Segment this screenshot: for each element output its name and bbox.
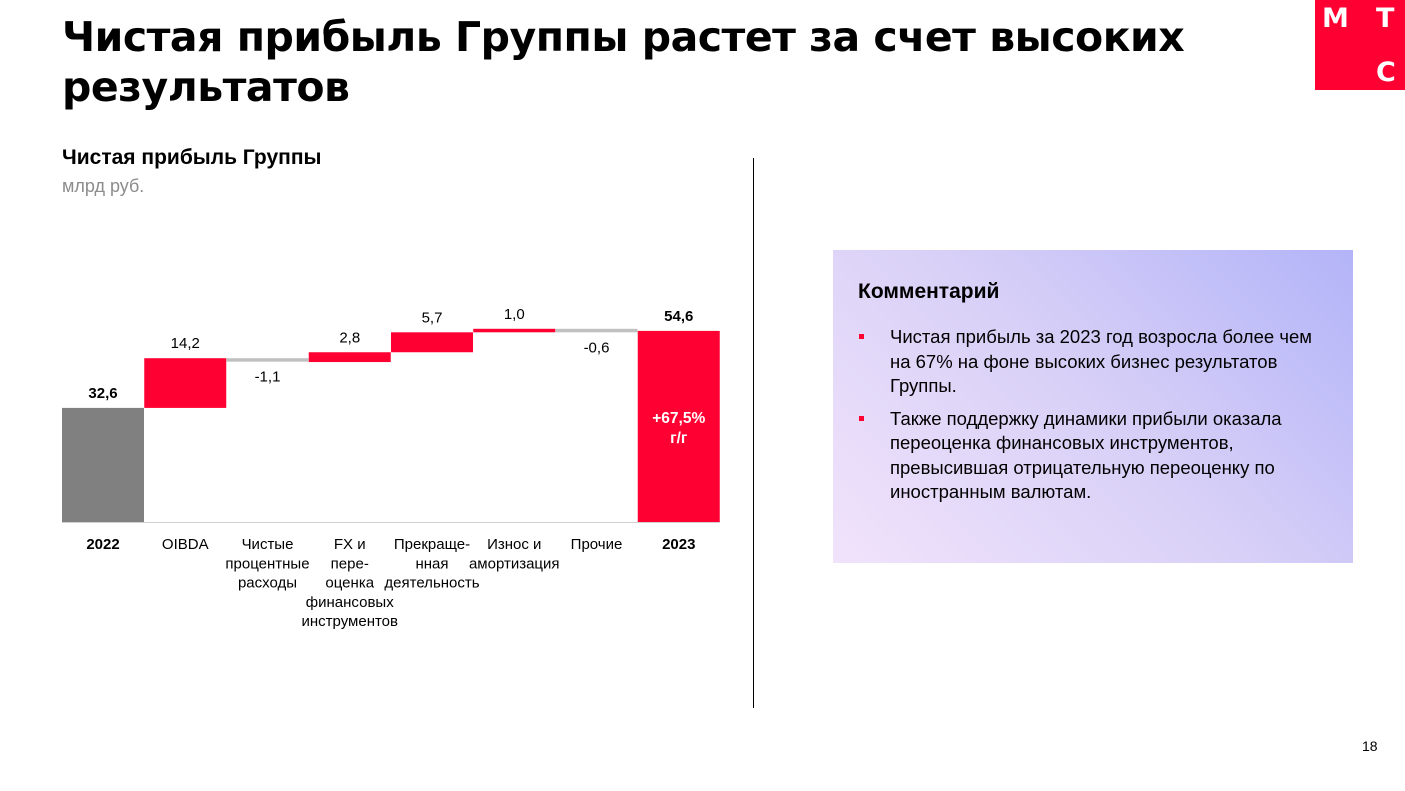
category-label: Прочие: [570, 536, 623, 553]
category-label: процентные: [225, 555, 310, 573]
category-label: инструментов: [301, 613, 398, 631]
category-label: пере-: [330, 555, 369, 573]
comment-panel: [833, 250, 1353, 563]
category-label: расходы: [237, 574, 298, 592]
logo-letter-t: Т: [1376, 3, 1395, 34]
chart-unit: млрд руб.: [62, 176, 145, 196]
comment-list: [858, 325, 1329, 505]
comment-title: Комментарий: [858, 280, 1000, 303]
category-label: Чистые: [241, 536, 294, 553]
chart-title: Чистая прибыль Группы: [62, 146, 322, 169]
bar-2: [227, 358, 309, 362]
data-label: -1,1: [254, 368, 281, 386]
category-label: OIBDA: [161, 536, 209, 553]
category-label: Износ и: [487, 536, 542, 553]
bar-1: [144, 358, 226, 408]
bullet-icon: [859, 416, 864, 421]
data-label: 1,0: [503, 305, 525, 323]
data-label: 5,7: [421, 309, 443, 327]
comment-item: [858, 325, 1329, 399]
bar-0: [62, 408, 144, 522]
vertical-divider: [753, 158, 754, 708]
mts-logo: [1315, 0, 1405, 90]
data-label: 2,8: [339, 329, 361, 347]
category-label: Прекраще-: [393, 536, 471, 553]
data-label: -0,6: [583, 339, 610, 357]
data-label: 32,6: [88, 384, 118, 402]
data-label: 14,2: [170, 335, 200, 353]
data-label: 54,6: [664, 307, 694, 325]
category-label: 2022: [86, 536, 120, 553]
bar-4: [391, 332, 473, 352]
growth-label: +67,5%: [652, 410, 706, 427]
page-title: Чистая прибыль Группы растет за счет высоких результатов: [62, 13, 1185, 111]
bar-3: [309, 352, 391, 362]
comment-text: Также поддержку динамики прибыли оказала переоценка финансовых инструментов, превысившая отрицательную переоценку по иностранным валютам.: [890, 407, 1282, 502]
logo-letter-s: С: [1376, 57, 1396, 88]
bar-6: [556, 329, 638, 333]
category-label: оценка: [325, 574, 375, 592]
bar-5: [473, 329, 555, 333]
category-label: финансовых: [305, 593, 394, 611]
category-label: амортизация: [468, 555, 560, 573]
comment-text: Чистая прибыль за 2023 год возросла более чем на 67% на фоне высоких бизнес результатов Группы.: [890, 326, 1312, 396]
waterfall-chart: [0, 0, 760, 700]
logo-letter-m: М: [1322, 3, 1349, 34]
category-label: деятельность: [384, 574, 480, 592]
comment-item: [858, 407, 1329, 505]
growth-label: г/г: [670, 430, 688, 447]
category-label: 2023: [662, 536, 696, 553]
category-label: нная: [415, 555, 449, 573]
category-label: FX и: [333, 536, 366, 553]
page-number: 18: [1362, 738, 1378, 754]
bullet-icon: [859, 334, 864, 339]
